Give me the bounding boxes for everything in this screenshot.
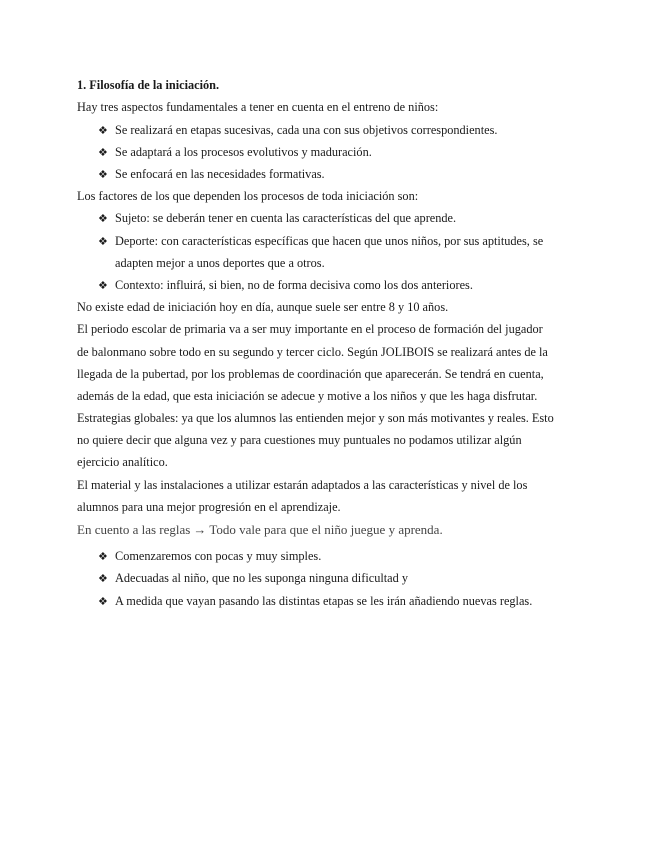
paragraph-line: llegada de la pubertad, por los problemas de coordinación que aparecerán. Se tendrá en cuenta, xyxy=(77,367,544,381)
paragraph-line: alumnos para una mejor progresión en el aprendizaje. xyxy=(77,500,341,514)
list-item: ❖ Se adaptará a los procesos evolutivos y maduración. xyxy=(98,141,372,164)
intro-aspects: Hay tres aspectos fundamentales a tener en cuenta en el entreno de niños: xyxy=(77,100,439,114)
intro-factors: Los factores de los que dependen los procesos de toda iniciación son: xyxy=(77,189,419,203)
list-item: ❖ Comenzaremos con pocas y muy simples. xyxy=(98,545,321,568)
diamond-bullet-icon: ❖ xyxy=(98,573,108,585)
list-item: ❖ Se enfocará en las necesidades formativas. xyxy=(98,163,325,186)
list-item: ❖ Adecuadas al niño, que no les suponga ninguna dificultad y xyxy=(98,567,408,590)
paragraph-line: Estrategias globales: ya que los alumnos las entienden mejor y son más motivantes y reales. Esto xyxy=(77,411,554,425)
diamond-bullet-icon: ❖ xyxy=(98,236,108,248)
paragraph-line: no quiere decir que alguna vez y para cuestiones muy puntuales no podamos utilizar algún xyxy=(77,433,522,447)
reglas-text: Todo vale para que el niño juegue y aprenda. xyxy=(209,522,443,537)
reglas-line xyxy=(77,519,443,541)
diamond-bullet-icon: ❖ xyxy=(98,213,108,225)
paragraph-line: El material y las instalaciones a utilizar estarán adaptados a las características y nivel de los xyxy=(77,478,528,492)
list-item: ❖ Sujeto: se deberán tener en cuenta las características del que aprende. xyxy=(98,207,456,230)
diamond-bullet-icon: ❖ xyxy=(98,551,108,563)
diamond-bullet-icon: ❖ xyxy=(98,125,108,137)
list-item: ❖ Se realizará en etapas sucesivas, cada una con sus objetivos correspondientes. xyxy=(98,119,497,142)
paragraph-line: ejercicio analítico. xyxy=(77,455,168,469)
diamond-bullet-icon: ❖ xyxy=(98,147,108,159)
list-item-continuation: adapten mejor a unos deportes que a otros. xyxy=(115,256,325,270)
paragraph-line: No existe edad de iniciación hoy en día, aunque suele ser entre 8 y 10 años. xyxy=(77,300,449,314)
diamond-bullet-icon: ❖ xyxy=(98,280,108,292)
paragraph-line: de balonmano sobre todo en su segundo y tercer ciclo. Según JOLIBOIS se realizará antes de la xyxy=(77,345,548,359)
paragraph-line: El periodo escolar de primaria va a ser muy importante en el proceso de formación del jugador xyxy=(77,322,543,336)
section-heading: 1. Filosofía de la iniciación. xyxy=(77,78,220,92)
diamond-bullet-icon: ❖ xyxy=(98,169,108,181)
list-item: ❖ A medida que vayan pasando las distintas etapas se les irán añadiendo nuevas reglas. xyxy=(98,590,532,613)
list-item: ❖ Contexto: influirá, si bien, no de forma decisiva como los dos anteriores. xyxy=(98,274,473,297)
list-item: ❖ Deporte: con características específicas que hacen que unos niños, por sus aptitudes, se xyxy=(98,230,543,253)
paragraph-line: además de la edad, que esta iniciación se adecue y motive a los niños y que les haga disfrutar. xyxy=(77,389,538,403)
diamond-bullet-icon: ❖ xyxy=(98,596,108,608)
right-arrow-icon: → xyxy=(193,522,207,537)
reglas-lead: En cuento a las reglas xyxy=(77,522,191,537)
